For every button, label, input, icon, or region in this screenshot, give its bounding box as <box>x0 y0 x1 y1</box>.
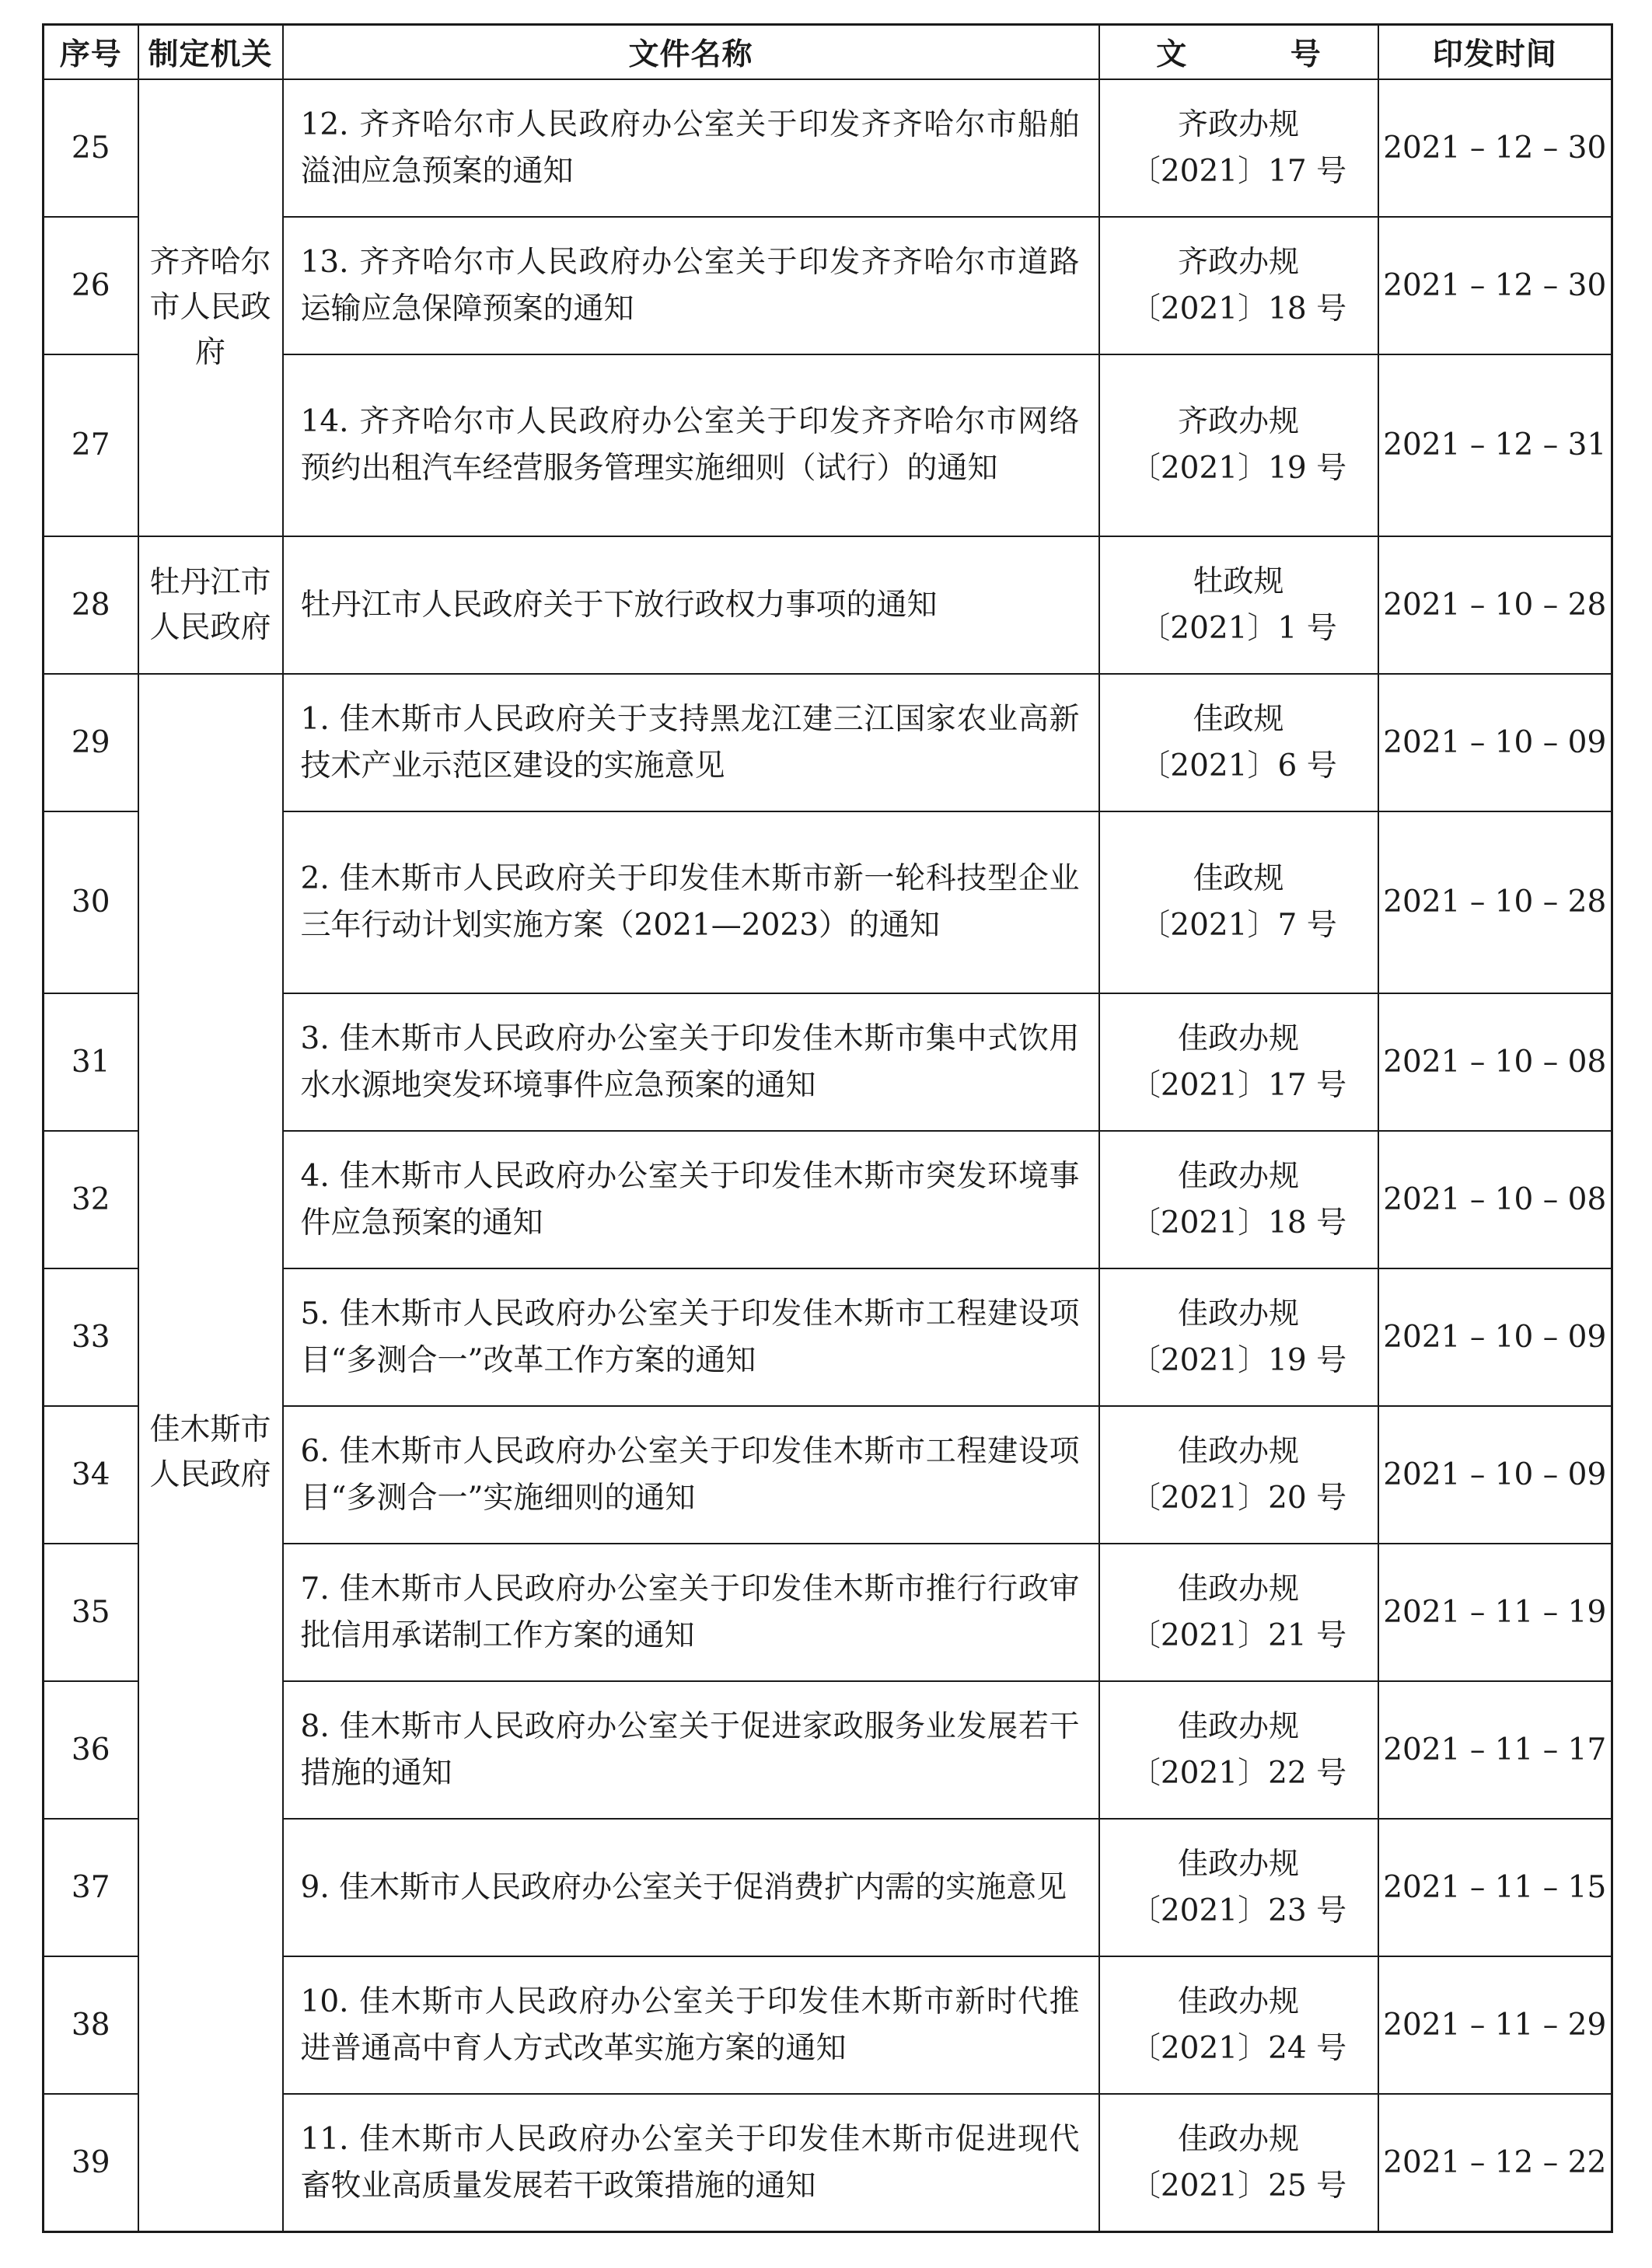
row-title: 14. 齐齐哈尔市人民政府办公室关于印发齐齐哈尔市网络预约出租汽车经营服务管理实施细则（试行）的通知 <box>283 354 1099 536</box>
row-title: 12. 齐齐哈尔市人民政府办公室关于印发齐齐哈尔市船舶溢油应急预案的通知 <box>283 79 1099 217</box>
row-date: 2021 – 11 – 17 <box>1378 1681 1612 1819</box>
header-row <box>44 25 1612 80</box>
row-title: 牡丹江市人民政府关于下放行政权力事项的通知 <box>283 536 1099 674</box>
doc-number-prefix: 佳政办规 <box>1177 1433 1299 1469</box>
row-doc-number <box>1099 1544 1378 1681</box>
header-date: 印发时间 <box>1378 25 1612 80</box>
row-doc-number <box>1099 1406 1378 1544</box>
row-no: 30 <box>44 811 138 993</box>
row-doc-number <box>1099 1819 1378 1956</box>
row-no: 29 <box>44 674 138 811</box>
row-doc-number <box>1099 674 1378 811</box>
doc-number-serial: 〔2021〕21 号 <box>1130 1617 1347 1653</box>
row-date: 2021 – 10 – 08 <box>1378 993 1612 1131</box>
authority-cell: 牡丹江市人民政府 <box>138 536 283 674</box>
row-title: 13. 齐齐哈尔市人民政府办公室关于印发齐齐哈尔市道路运输应急保障预案的通知 <box>283 217 1099 354</box>
row-title: 3. 佳木斯市人民政府办公室关于印发佳木斯市集中式饮用水水源地突发环境事件应急预案的通知 <box>283 993 1099 1131</box>
row-title: 7. 佳木斯市人民政府办公室关于印发佳木斯市推行行政审批信用承诺制工作方案的通知 <box>283 1544 1099 1681</box>
doc-number-prefix: 佳政办规 <box>1177 2121 1299 2157</box>
row-doc-number <box>1099 217 1378 354</box>
regulation-table <box>42 23 1613 2233</box>
row-date: 2021 – 10 – 08 <box>1378 1131 1612 1268</box>
row-doc-number <box>1099 1956 1378 2094</box>
doc-number-serial: 〔2021〕22 号 <box>1130 1755 1347 1791</box>
doc-number-serial: 〔2021〕19 号 <box>1130 1342 1347 1378</box>
doc-number-prefix: 佳政办规 <box>1177 1984 1299 2019</box>
doc-number-serial: 〔2021〕6 号 <box>1140 748 1337 783</box>
row-doc-number <box>1099 536 1378 674</box>
row-date: 2021 – 10 – 09 <box>1378 674 1612 811</box>
authority-cell: 佳木斯市人民政府 <box>138 674 283 2232</box>
row-doc-number <box>1099 1131 1378 1268</box>
doc-number-prefix: 佳政规 <box>1193 861 1284 896</box>
doc-number-serial: 〔2021〕20 号 <box>1130 1480 1347 1516</box>
doc-number-serial: 〔2021〕17 号 <box>1130 153 1347 189</box>
table-row <box>44 536 1612 674</box>
row-no: 31 <box>44 993 138 1131</box>
doc-number-prefix: 佳政办规 <box>1177 1571 1299 1607</box>
header-authority: 制定机关 <box>138 25 283 80</box>
row-date: 2021 – 10 – 09 <box>1378 1406 1612 1544</box>
doc-number-prefix: 佳政办规 <box>1177 1296 1299 1331</box>
row-date: 2021 – 12 – 30 <box>1378 217 1612 354</box>
header-doc-number-label: 文 号 <box>1156 37 1367 72</box>
row-no: 37 <box>44 1819 138 1956</box>
doc-number-prefix: 佳政办规 <box>1177 1846 1299 1882</box>
row-doc-number <box>1099 2094 1378 2232</box>
doc-number-serial: 〔2021〕18 号 <box>1130 291 1347 326</box>
doc-number-serial: 〔2021〕18 号 <box>1130 1205 1347 1240</box>
table-row <box>44 79 1612 217</box>
row-doc-number <box>1099 79 1378 217</box>
row-no: 35 <box>44 1544 138 1681</box>
row-no: 39 <box>44 2094 138 2232</box>
row-doc-number <box>1099 993 1378 1131</box>
row-date: 2021 – 11 – 29 <box>1378 1956 1612 2094</box>
row-date: 2021 – 10 – 28 <box>1378 536 1612 674</box>
authority-cell: 齐齐哈尔市人民政府 <box>138 79 283 536</box>
row-title: 10. 佳木斯市人民政府办公室关于印发佳木斯市新时代推进普通高中育人方式改革实施方案的通知 <box>283 1956 1099 2094</box>
row-date: 2021 – 12 – 22 <box>1378 2094 1612 2232</box>
header-doc-number <box>1099 25 1378 80</box>
row-no: 36 <box>44 1681 138 1819</box>
row-doc-number <box>1099 811 1378 993</box>
header-no: 序号 <box>44 25 138 80</box>
row-no: 25 <box>44 79 138 217</box>
row-date: 2021 – 11 – 19 <box>1378 1544 1612 1681</box>
row-date: 2021 – 12 – 30 <box>1378 79 1612 217</box>
doc-number-serial: 〔2021〕1 号 <box>1140 610 1337 646</box>
doc-number-prefix: 佳政办规 <box>1177 1158 1299 1194</box>
row-title: 9. 佳木斯市人民政府办公室关于促消费扩内需的实施意见 <box>283 1819 1099 1956</box>
doc-number-prefix: 牡政规 <box>1193 564 1284 599</box>
doc-number-prefix: 齐政办规 <box>1177 404 1299 439</box>
doc-number-serial: 〔2021〕24 号 <box>1130 2030 1347 2066</box>
row-doc-number <box>1099 1268 1378 1406</box>
table-row <box>44 674 1612 811</box>
row-no: 34 <box>44 1406 138 1544</box>
row-title: 1. 佳木斯市人民政府关于支持黑龙江建三江国家农业高新技术产业示范区建设的实施意见 <box>283 674 1099 811</box>
row-no: 32 <box>44 1131 138 1268</box>
doc-number-serial: 〔2021〕17 号 <box>1130 1067 1347 1103</box>
row-doc-number <box>1099 1681 1378 1819</box>
doc-number-serial: 〔2021〕25 号 <box>1130 2168 1347 2203</box>
doc-number-prefix: 佳政办规 <box>1177 1708 1299 1744</box>
doc-number-prefix: 齐政办规 <box>1177 244 1299 280</box>
row-date: 2021 – 12 – 31 <box>1378 354 1612 536</box>
doc-number-serial: 〔2021〕23 号 <box>1130 1893 1347 1928</box>
row-title: 5. 佳木斯市人民政府办公室关于印发佳木斯市工程建设项目“多测合一”改革工作方案的通知 <box>283 1268 1099 1406</box>
row-date: 2021 – 11 – 15 <box>1378 1819 1612 1956</box>
row-title: 2. 佳木斯市人民政府关于印发佳木斯市新一轮科技型企业三年行动计划实施方案（2021—2023）的通知 <box>283 811 1099 993</box>
row-no: 38 <box>44 1956 138 2094</box>
row-title: 8. 佳木斯市人民政府办公室关于促进家政服务业发展若干措施的通知 <box>283 1681 1099 1819</box>
table-header <box>44 25 1612 80</box>
doc-number-prefix: 齐政办规 <box>1177 106 1299 142</box>
row-title: 6. 佳木斯市人民政府办公室关于印发佳木斯市工程建设项目“多测合一”实施细则的通知 <box>283 1406 1099 1544</box>
doc-number-prefix: 佳政办规 <box>1177 1021 1299 1056</box>
row-date: 2021 – 10 – 09 <box>1378 1268 1612 1406</box>
row-title: 4. 佳木斯市人民政府办公室关于印发佳木斯市突发环境事件应急预案的通知 <box>283 1131 1099 1268</box>
row-doc-number <box>1099 354 1378 536</box>
row-no: 28 <box>44 536 138 674</box>
table-body <box>44 79 1612 2232</box>
doc-number-prefix: 佳政规 <box>1193 701 1284 737</box>
doc-number-serial: 〔2021〕19 号 <box>1130 451 1347 486</box>
header-title: 文件名称 <box>283 25 1099 80</box>
row-no: 26 <box>44 217 138 354</box>
row-no: 27 <box>44 354 138 536</box>
row-date: 2021 – 10 – 28 <box>1378 811 1612 993</box>
row-no: 33 <box>44 1268 138 1406</box>
row-title: 11. 佳木斯市人民政府办公室关于印发佳木斯市促进现代畜牧业高质量发展若干政策措施的通知 <box>283 2094 1099 2232</box>
doc-number-serial: 〔2021〕7 号 <box>1140 908 1337 943</box>
